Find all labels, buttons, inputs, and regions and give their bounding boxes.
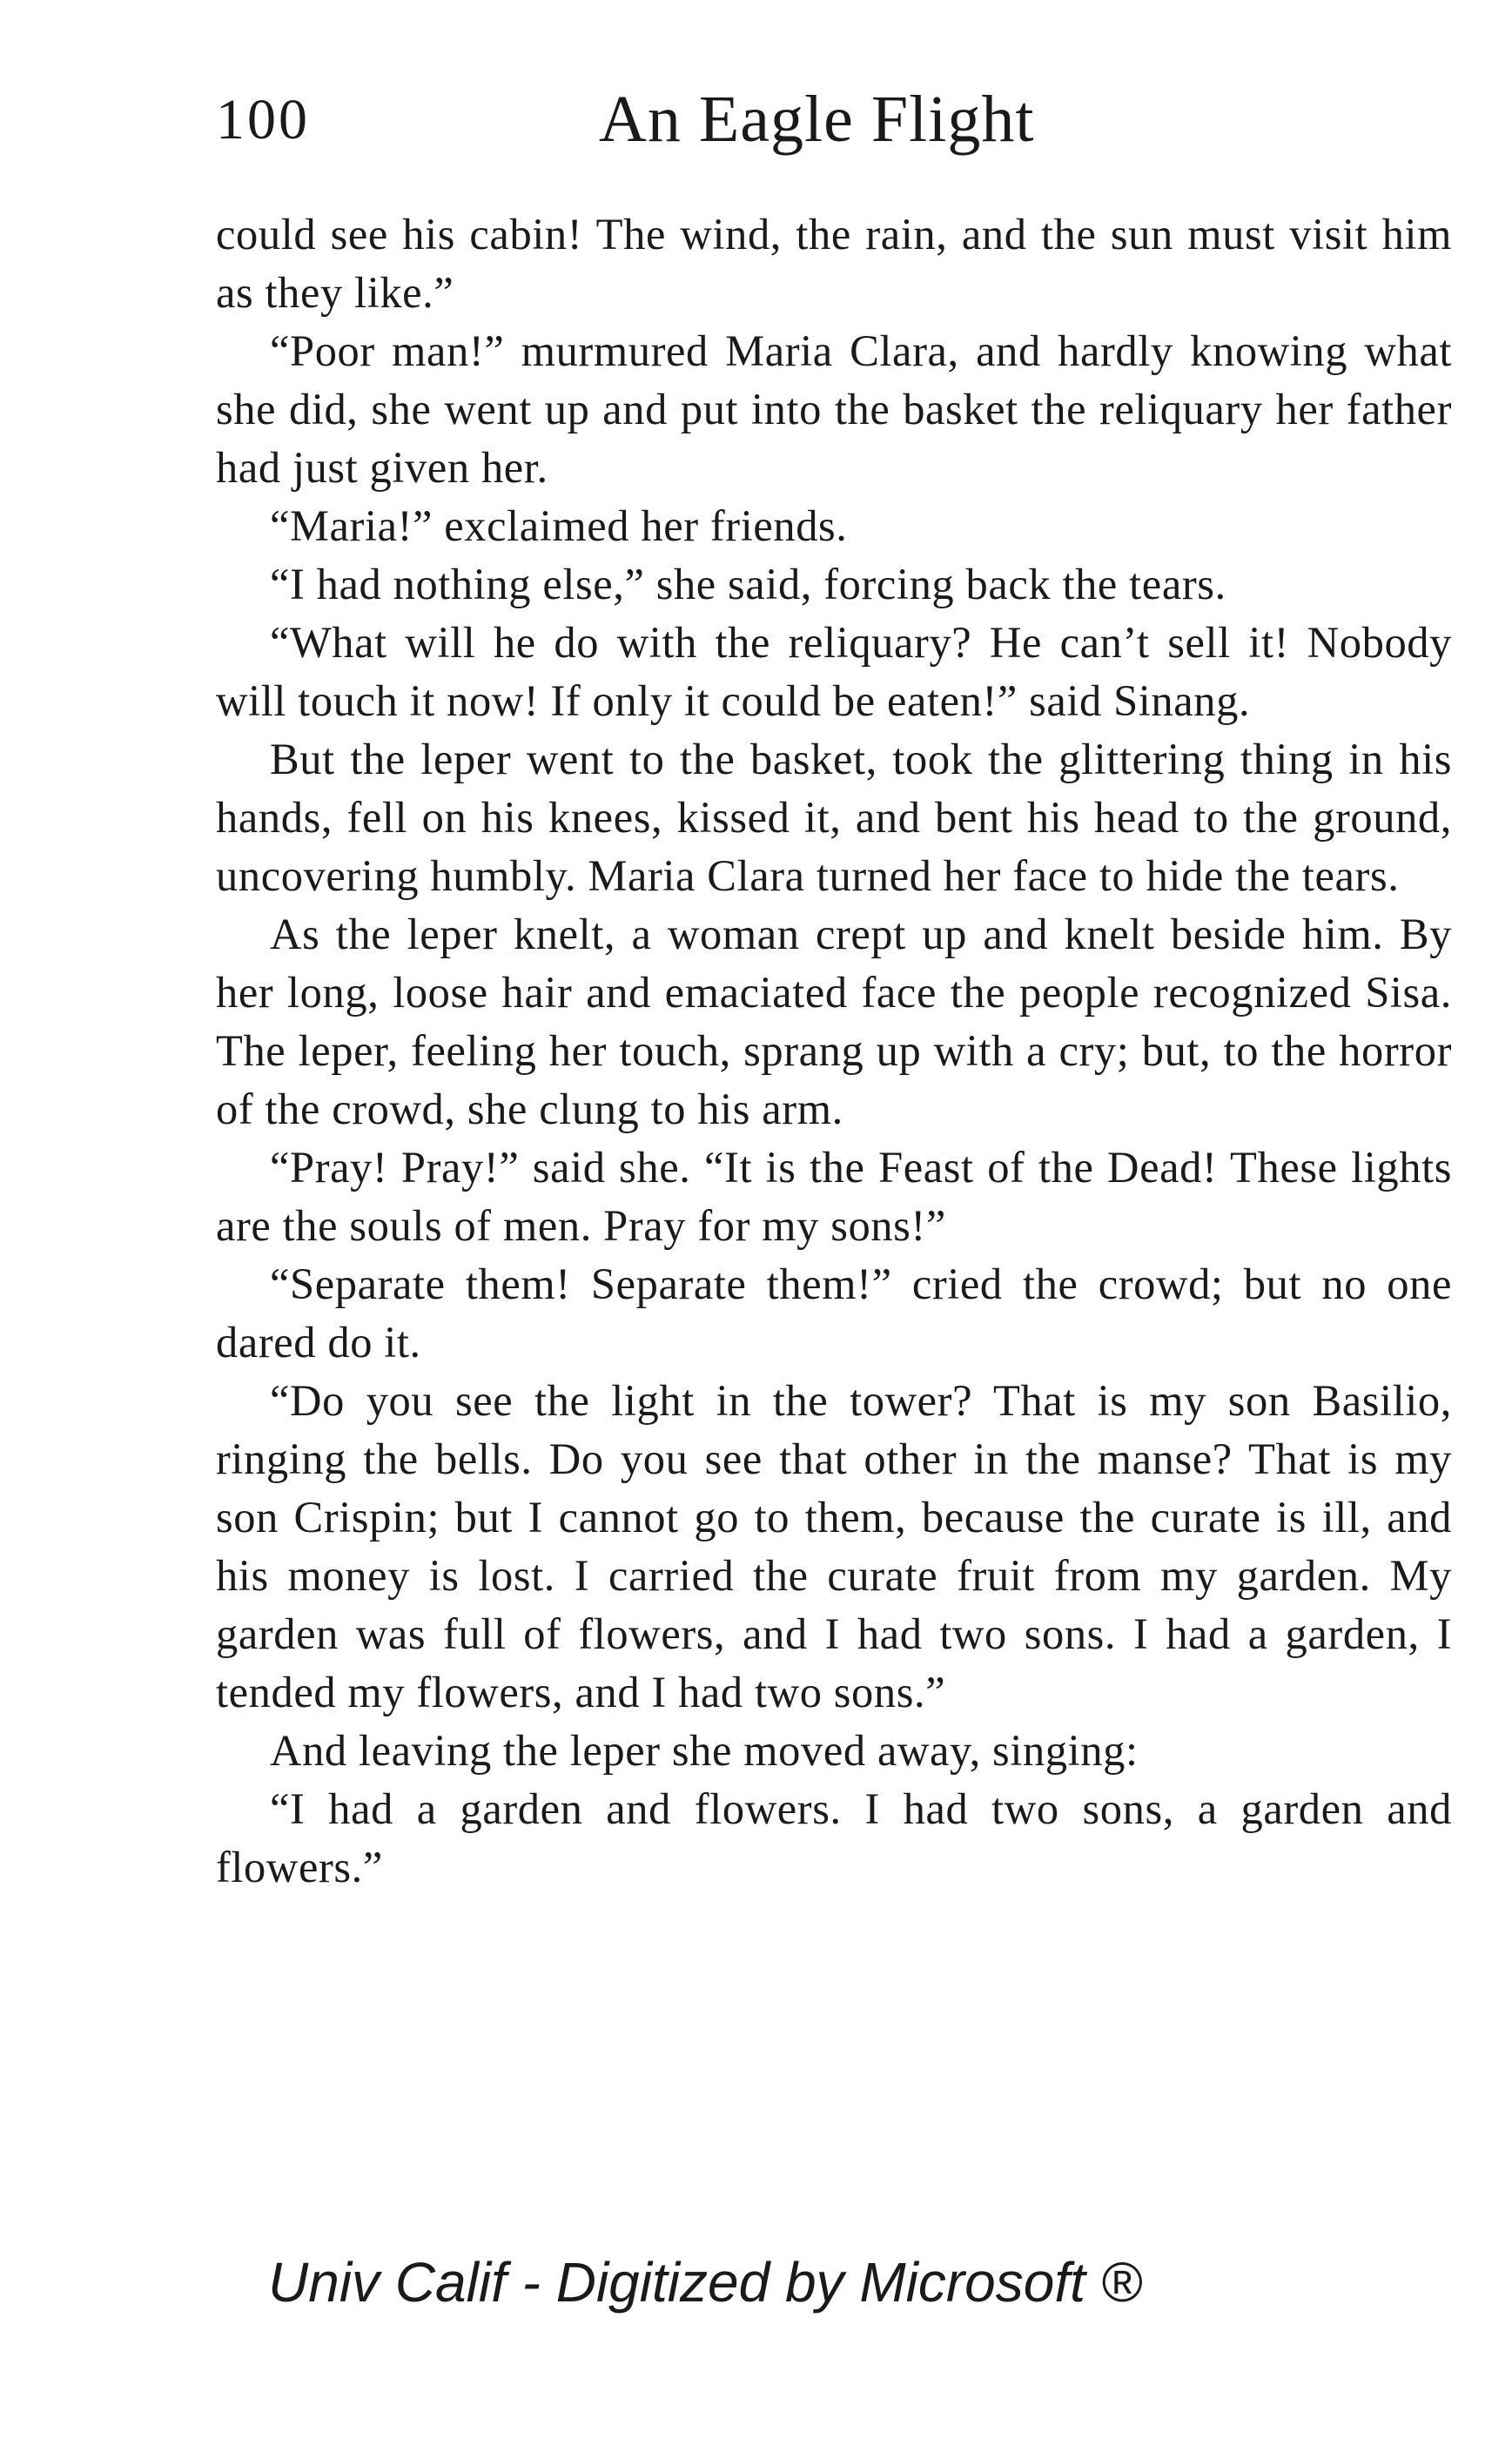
paragraph-7: As the leper knelt, a woman crept up and knelt beside him. By her long, loose hair and emaciated face the people recognized Sisa. The leper, feeling her touch, sprang up with a cry; but, to the horror of the crowd, she clung to his arm. [216,910,1452,1133]
body-text [216,205,1452,1897]
digitization-watermark: Univ Calif - Digitized by Microsoft ® [268,2251,1142,2314]
paragraph-6: But the leper went to the basket, took the glittering thing in his hands, fell on his knees, kissed it, and bent his head to the ground, uncovering humbly. Maria Clara turned her face to hide the tears. [216,735,1452,900]
paragraph-3: “Maria!” exclaimed her friends. [270,501,848,550]
running-title: An Eagle Flight [599,83,1035,156]
running-head [216,83,1452,165]
paragraph-8: “Pray! Pray!” said she. “It is the Feast of the Dead! These lights are the souls of men. Pray for my sons!” [216,1143,1452,1250]
paragraph-11: And leaving the leper she moved away, singing: [270,1726,1139,1775]
paragraph-10: “Do you see the light in the tower? That is my son Basilio, ringing the bells. Do you see that other in the manse? That is my son Crispin; but I cannot go to them, because the curate is ill, and his money is lost. I carried the curate fruit from my garden. My garden was full of flowers, and I had two sons. I had a garden, I tended my flowers, and I had two sons.” [216,1376,1452,1716]
paragraph-5: “What will he do with the reliquary? He can’t sell it! Nobody will touch it now! If only it could be eaten!” said Sinang. [216,618,1452,725]
paragraph-2: “Poor man!” murmured Maria Clara, and hardly knowing what she did, she went up and put into the basket the reliquary her father had just given her. [216,326,1452,492]
paragraph-4: “I had nothing else,” she said, forcing back the tears. [270,560,1226,608]
paragraph-12: “I had a garden and flowers. I had two sons, a garden and flowers.” [216,1784,1452,1891]
paragraph-9: “Separate them! Separate them!” cried the crowd; but no one dared do it. [216,1259,1452,1367]
page-number: 100 [216,88,310,151]
paragraph-1: could see his cabin! The wind, the rain, and the sun must visit him as they like.” [216,210,1452,317]
